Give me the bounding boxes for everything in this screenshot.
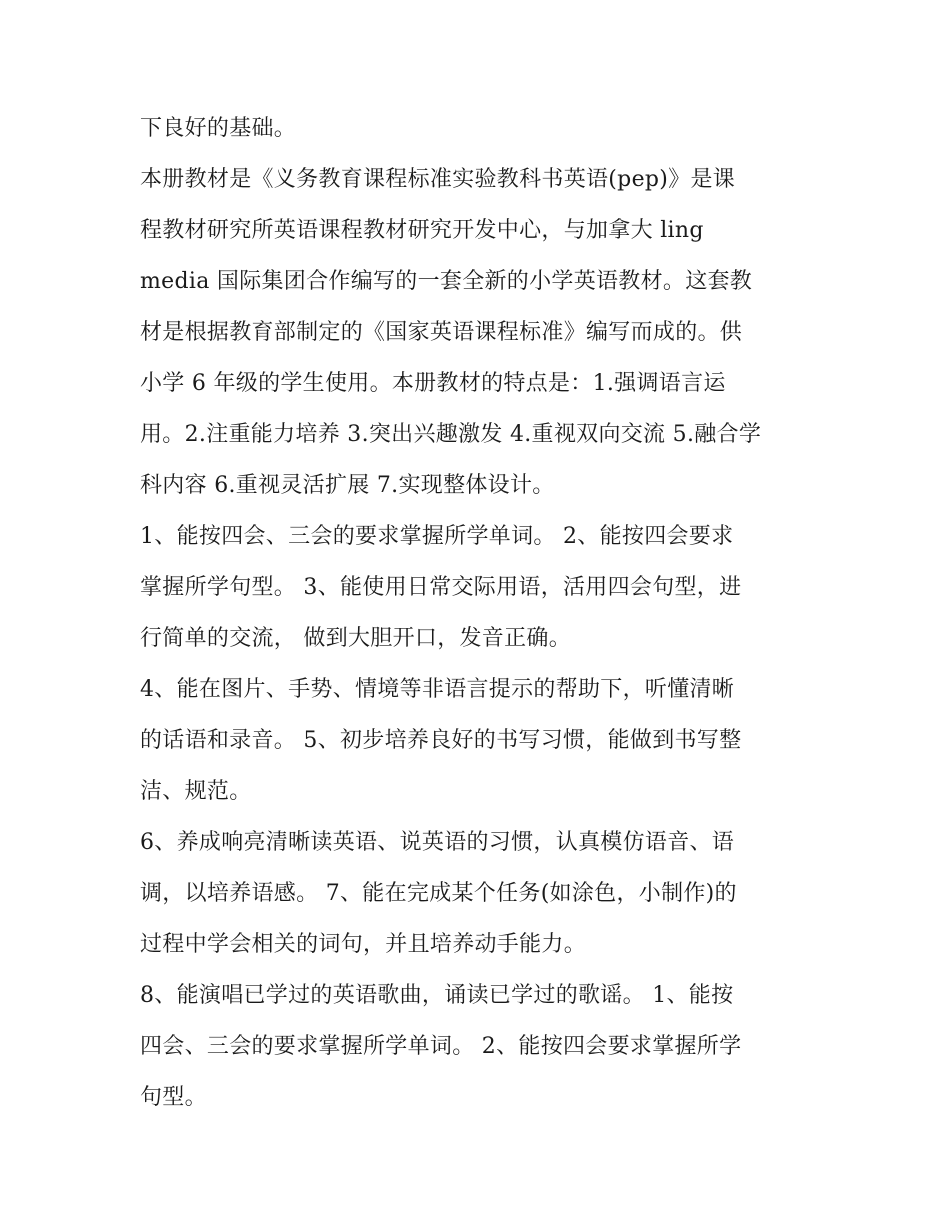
text-line: 本册教材是《义务教育课程标准实验教科书英语(pep)》是课 — [140, 167, 736, 192]
text-line: 4、能在图片、手势、情境等非语言提示的帮助下，听懂清晰 — [140, 677, 735, 702]
text-line: media 国际集团合作编写的一套全新的小学英语教材。这套教 — [140, 269, 753, 294]
text-line: 材是根据教育部制定的《国家英语课程标准》编写而成的。供 — [140, 320, 743, 345]
text-line: 1、能按四会、三会的要求掌握所学单词。 2、能按四会要求 — [140, 524, 734, 549]
text-line: 程教材研究所英语课程教材研究开发中心，与加拿大 ling — [140, 218, 704, 243]
text-line: 小学 6 年级的学生使用。本册教材的特点是：1.强调语言运 — [140, 371, 726, 396]
text-line: 调，以培养语感。 7、能在完成某个任务(如涂色，小制作)的 — [140, 881, 737, 906]
text-line: 洁、规范。 — [140, 779, 252, 804]
text-line: 8、能演唱已学过的英语歌曲，诵读已学过的歌谣。 1、能按 — [140, 983, 734, 1008]
text-line: 的话语和录音。 5、初步培养良好的书写习惯，能做到书写整 — [140, 728, 742, 753]
document-body — [140, 103, 820, 1123]
text-line: 句型。 — [140, 1085, 207, 1110]
text-line: 科内容 6.重视灵活扩展 7.实现整体设计。 — [140, 473, 555, 498]
text-line: 掌握所学句型。 3、能使用日常交际用语，活用四会句型，进 — [140, 575, 742, 600]
text-line: 四会、三会的要求掌握所学单词。 2、能按四会要求掌握所学 — [140, 1034, 742, 1059]
text-line: 过程中学会相关的词句，并且培养动手能力。 — [140, 932, 587, 957]
text-line: 用。2.注重能力培养 3.突出兴趣激发 4.重视双向交流 5.融合学 — [140, 422, 762, 447]
text-line: 6、养成响亮清晰读英语、说英语的习惯，认真模仿语音、语 — [140, 830, 735, 855]
text-line: 行简单的交流， 做到大胆开口，发音正确。 — [140, 626, 571, 651]
text-line: 下良好的基础。 — [140, 116, 297, 141]
